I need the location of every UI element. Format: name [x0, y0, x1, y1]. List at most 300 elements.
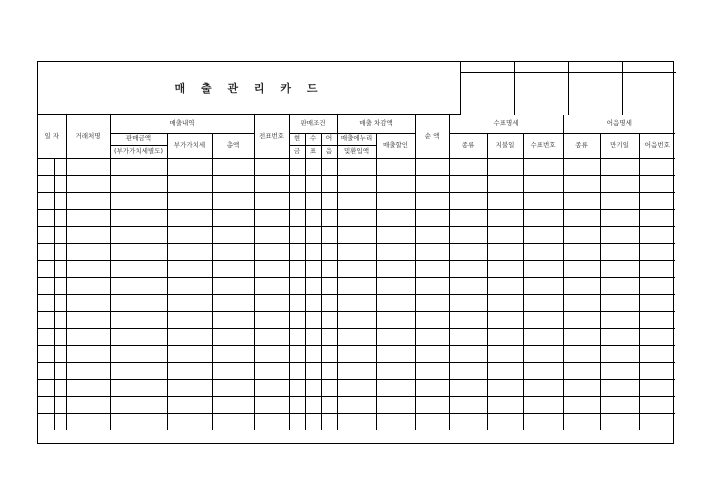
table-cell[interactable] — [305, 209, 321, 226]
table-cell[interactable] — [167, 396, 212, 413]
table-cell[interactable] — [54, 226, 66, 243]
table-cell[interactable] — [254, 379, 289, 396]
table-cell[interactable] — [321, 294, 337, 311]
table-cell[interactable] — [212, 192, 254, 209]
table-cell[interactable] — [449, 175, 487, 192]
table-cell[interactable] — [321, 379, 337, 396]
table-cell[interactable] — [415, 413, 449, 430]
table-cell[interactable] — [54, 192, 66, 209]
table-cell[interactable] — [376, 209, 415, 226]
table-cell[interactable] — [289, 158, 305, 175]
table-cell[interactable] — [305, 175, 321, 192]
table-cell[interactable] — [110, 311, 167, 328]
table-cell[interactable] — [38, 192, 54, 209]
table-cell[interactable] — [305, 345, 321, 362]
table-cell[interactable] — [639, 362, 675, 379]
table-cell[interactable] — [254, 413, 289, 430]
table-cell[interactable] — [321, 226, 337, 243]
table-cell[interactable] — [337, 243, 376, 260]
table-cell[interactable] — [523, 175, 563, 192]
table-cell[interactable] — [523, 379, 563, 396]
table-cell[interactable] — [600, 362, 639, 379]
table-cell[interactable] — [110, 294, 167, 311]
table-cell[interactable] — [167, 345, 212, 362]
table-cell[interactable] — [305, 311, 321, 328]
table-cell[interactable] — [212, 158, 254, 175]
table-cell[interactable] — [337, 209, 376, 226]
table-cell[interactable] — [337, 345, 376, 362]
table-cell[interactable] — [66, 413, 110, 430]
table-cell[interactable] — [321, 209, 337, 226]
table-cell[interactable] — [415, 294, 449, 311]
table-cell[interactable] — [600, 345, 639, 362]
table-cell[interactable] — [563, 413, 600, 430]
table-cell[interactable] — [639, 328, 675, 345]
table-cell[interactable] — [66, 226, 110, 243]
table-cell[interactable] — [305, 226, 321, 243]
table-cell[interactable] — [212, 209, 254, 226]
table-cell[interactable] — [376, 260, 415, 277]
table-cell[interactable] — [66, 158, 110, 175]
table-cell[interactable] — [449, 413, 487, 430]
table-cell[interactable] — [600, 277, 639, 294]
table-cell[interactable] — [449, 209, 487, 226]
table-cell[interactable] — [289, 260, 305, 277]
table-cell[interactable] — [415, 379, 449, 396]
table-cell[interactable] — [254, 226, 289, 243]
table-cell[interactable] — [449, 328, 487, 345]
table-cell[interactable] — [66, 362, 110, 379]
table-cell[interactable] — [415, 260, 449, 277]
table-cell[interactable] — [110, 192, 167, 209]
table-cell[interactable] — [449, 311, 487, 328]
table-cell[interactable] — [523, 413, 563, 430]
table-cell[interactable] — [321, 311, 337, 328]
table-cell[interactable] — [563, 192, 600, 209]
table-cell[interactable] — [487, 158, 523, 175]
table-cell[interactable] — [321, 328, 337, 345]
table-cell[interactable] — [38, 226, 54, 243]
table-cell[interactable] — [376, 294, 415, 311]
table-cell[interactable] — [212, 379, 254, 396]
table-cell[interactable] — [38, 175, 54, 192]
table-cell[interactable] — [563, 158, 600, 175]
table-cell[interactable] — [289, 277, 305, 294]
table-cell[interactable] — [254, 362, 289, 379]
table-cell[interactable] — [600, 192, 639, 209]
table-cell[interactable] — [563, 396, 600, 413]
table-cell[interactable] — [337, 226, 376, 243]
table-cell[interactable] — [563, 209, 600, 226]
table-cell[interactable] — [600, 226, 639, 243]
table-cell[interactable] — [38, 396, 54, 413]
table-cell[interactable] — [212, 345, 254, 362]
table-cell[interactable] — [305, 294, 321, 311]
table-cell[interactable] — [487, 362, 523, 379]
table-cell[interactable] — [449, 294, 487, 311]
table-cell[interactable] — [167, 379, 212, 396]
table-cell[interactable] — [563, 362, 600, 379]
table-cell[interactable] — [523, 192, 563, 209]
approval-box-2[interactable] — [515, 72, 569, 115]
table-cell[interactable] — [110, 396, 167, 413]
table-cell[interactable] — [415, 277, 449, 294]
table-cell[interactable] — [254, 192, 289, 209]
table-cell[interactable] — [167, 362, 212, 379]
table-cell[interactable] — [523, 226, 563, 243]
table-cell[interactable] — [54, 175, 66, 192]
table-cell[interactable] — [66, 396, 110, 413]
table-cell[interactable] — [376, 226, 415, 243]
table-cell[interactable] — [487, 345, 523, 362]
table-cell[interactable] — [376, 175, 415, 192]
table-cell[interactable] — [639, 209, 675, 226]
table-cell[interactable] — [254, 328, 289, 345]
table-cell[interactable] — [600, 311, 639, 328]
table-cell[interactable] — [337, 413, 376, 430]
table-cell[interactable] — [639, 260, 675, 277]
table-cell[interactable] — [38, 277, 54, 294]
table-cell[interactable] — [167, 209, 212, 226]
table-cell[interactable] — [289, 379, 305, 396]
table-cell[interactable] — [110, 362, 167, 379]
table-cell[interactable] — [289, 345, 305, 362]
table-cell[interactable] — [523, 311, 563, 328]
table-cell[interactable] — [167, 277, 212, 294]
table-cell[interactable] — [38, 260, 54, 277]
table-cell[interactable] — [66, 260, 110, 277]
table-cell[interactable] — [337, 175, 376, 192]
table-cell[interactable] — [38, 209, 54, 226]
table-cell[interactable] — [563, 175, 600, 192]
table-cell[interactable] — [321, 277, 337, 294]
table-cell[interactable] — [254, 294, 289, 311]
table-cell[interactable] — [376, 192, 415, 209]
table-cell[interactable] — [415, 209, 449, 226]
table-cell[interactable] — [66, 243, 110, 260]
table-cell[interactable] — [563, 294, 600, 311]
table-cell[interactable] — [449, 260, 487, 277]
table-cell[interactable] — [167, 243, 212, 260]
table-cell[interactable] — [415, 158, 449, 175]
table-cell[interactable] — [337, 294, 376, 311]
table-cell[interactable] — [337, 396, 376, 413]
table-cell[interactable] — [487, 379, 523, 396]
table-cell[interactable] — [321, 362, 337, 379]
table-cell[interactable] — [415, 243, 449, 260]
table-cell[interactable] — [337, 328, 376, 345]
table-cell[interactable] — [254, 158, 289, 175]
table-cell[interactable] — [66, 192, 110, 209]
table-cell[interactable] — [337, 260, 376, 277]
table-cell[interactable] — [376, 243, 415, 260]
table-cell[interactable] — [600, 413, 639, 430]
table-cell[interactable] — [167, 192, 212, 209]
table-cell[interactable] — [212, 243, 254, 260]
table-cell[interactable] — [321, 345, 337, 362]
table-cell[interactable] — [167, 226, 212, 243]
table-cell[interactable] — [639, 243, 675, 260]
table-cell[interactable] — [449, 396, 487, 413]
table-cell[interactable] — [289, 209, 305, 226]
table-cell[interactable] — [289, 396, 305, 413]
table-cell[interactable] — [110, 345, 167, 362]
table-cell[interactable] — [487, 311, 523, 328]
table-cell[interactable] — [66, 379, 110, 396]
table-cell[interactable] — [212, 175, 254, 192]
table-cell[interactable] — [337, 311, 376, 328]
table-cell[interactable] — [639, 158, 675, 175]
table-cell[interactable] — [639, 226, 675, 243]
table-cell[interactable] — [321, 243, 337, 260]
table-cell[interactable] — [254, 209, 289, 226]
approval-box-1[interactable] — [461, 72, 515, 115]
table-cell[interactable] — [376, 311, 415, 328]
table-cell[interactable] — [110, 328, 167, 345]
table-cell[interactable] — [449, 362, 487, 379]
table-cell[interactable] — [321, 175, 337, 192]
table-cell[interactable] — [167, 260, 212, 277]
table-cell[interactable] — [110, 379, 167, 396]
table-cell[interactable] — [305, 379, 321, 396]
table-cell[interactable] — [337, 379, 376, 396]
table-cell[interactable] — [254, 277, 289, 294]
table-cell[interactable] — [523, 362, 563, 379]
table-cell[interactable] — [66, 294, 110, 311]
table-cell[interactable] — [415, 175, 449, 192]
table-cell[interactable] — [38, 294, 54, 311]
table-cell[interactable] — [54, 396, 66, 413]
table-cell[interactable] — [110, 226, 167, 243]
table-cell[interactable] — [321, 192, 337, 209]
table-cell[interactable] — [54, 209, 66, 226]
table-cell[interactable] — [487, 243, 523, 260]
table-cell[interactable] — [289, 328, 305, 345]
table-cell[interactable] — [38, 243, 54, 260]
table-cell[interactable] — [54, 328, 66, 345]
table-cell[interactable] — [289, 294, 305, 311]
table-cell[interactable] — [523, 277, 563, 294]
table-cell[interactable] — [305, 328, 321, 345]
table-cell[interactable] — [376, 379, 415, 396]
table-cell[interactable] — [415, 226, 449, 243]
table-cell[interactable] — [38, 311, 54, 328]
table-cell[interactable] — [289, 243, 305, 260]
approval-box-4[interactable] — [623, 72, 676, 115]
table-cell[interactable] — [54, 379, 66, 396]
table-cell[interactable] — [38, 345, 54, 362]
table-cell[interactable] — [523, 158, 563, 175]
table-cell[interactable] — [54, 413, 66, 430]
table-cell[interactable] — [305, 362, 321, 379]
table-cell[interactable] — [110, 277, 167, 294]
table-cell[interactable] — [305, 277, 321, 294]
table-cell[interactable] — [415, 328, 449, 345]
table-cell[interactable] — [639, 294, 675, 311]
table-cell[interactable] — [376, 158, 415, 175]
table-cell[interactable] — [54, 158, 66, 175]
table-cell[interactable] — [38, 158, 54, 175]
table-cell[interactable] — [212, 226, 254, 243]
table-cell[interactable] — [212, 396, 254, 413]
table-cell[interactable] — [639, 379, 675, 396]
table-cell[interactable] — [337, 192, 376, 209]
table-cell[interactable] — [254, 175, 289, 192]
table-cell[interactable] — [254, 243, 289, 260]
table-cell[interactable] — [600, 158, 639, 175]
table-cell[interactable] — [38, 413, 54, 430]
table-cell[interactable] — [337, 277, 376, 294]
table-cell[interactable] — [376, 396, 415, 413]
table-cell[interactable] — [449, 158, 487, 175]
table-cell[interactable] — [110, 209, 167, 226]
table-cell[interactable] — [54, 294, 66, 311]
approval-box-3[interactable] — [569, 72, 623, 115]
table-cell[interactable] — [289, 226, 305, 243]
table-cell[interactable] — [254, 260, 289, 277]
table-cell[interactable] — [415, 345, 449, 362]
table-cell[interactable] — [639, 345, 675, 362]
table-cell[interactable] — [487, 413, 523, 430]
table-cell[interactable] — [563, 328, 600, 345]
table-cell[interactable] — [449, 379, 487, 396]
table-cell[interactable] — [600, 396, 639, 413]
table-cell[interactable] — [54, 277, 66, 294]
table-cell[interactable] — [449, 226, 487, 243]
table-cell[interactable] — [212, 277, 254, 294]
table-cell[interactable] — [110, 413, 167, 430]
table-cell[interactable] — [523, 328, 563, 345]
table-cell[interactable] — [54, 311, 66, 328]
table-cell[interactable] — [305, 260, 321, 277]
table-cell[interactable] — [110, 243, 167, 260]
table-cell[interactable] — [415, 396, 449, 413]
table-cell[interactable] — [305, 158, 321, 175]
table-cell[interactable] — [167, 175, 212, 192]
table-cell[interactable] — [600, 175, 639, 192]
table-cell[interactable] — [487, 260, 523, 277]
table-cell[interactable] — [110, 260, 167, 277]
table-cell[interactable] — [254, 396, 289, 413]
table-cell[interactable] — [212, 260, 254, 277]
table-cell[interactable] — [639, 192, 675, 209]
table-cell[interactable] — [110, 175, 167, 192]
table-cell[interactable] — [305, 396, 321, 413]
table-cell[interactable] — [212, 294, 254, 311]
table-cell[interactable] — [321, 260, 337, 277]
table-cell[interactable] — [449, 243, 487, 260]
table-cell[interactable] — [289, 362, 305, 379]
table-cell[interactable] — [563, 260, 600, 277]
table-cell[interactable] — [66, 328, 110, 345]
table-cell[interactable] — [563, 345, 600, 362]
table-cell[interactable] — [212, 328, 254, 345]
table-cell[interactable] — [523, 260, 563, 277]
table-cell[interactable] — [639, 277, 675, 294]
table-cell[interactable] — [600, 260, 639, 277]
table-cell[interactable] — [305, 413, 321, 430]
table-cell[interactable] — [66, 345, 110, 362]
table-cell[interactable] — [66, 311, 110, 328]
table-cell[interactable] — [376, 362, 415, 379]
table-cell[interactable] — [376, 328, 415, 345]
table-cell[interactable] — [523, 345, 563, 362]
table-cell[interactable] — [376, 413, 415, 430]
table-cell[interactable] — [167, 328, 212, 345]
table-cell[interactable] — [600, 294, 639, 311]
table-cell[interactable] — [66, 209, 110, 226]
table-cell[interactable] — [639, 413, 675, 430]
table-cell[interactable] — [289, 413, 305, 430]
table-cell[interactable] — [639, 311, 675, 328]
table-cell[interactable] — [487, 277, 523, 294]
table-cell[interactable] — [167, 413, 212, 430]
table-cell[interactable] — [54, 362, 66, 379]
table-cell[interactable] — [66, 277, 110, 294]
table-cell[interactable] — [563, 243, 600, 260]
table-cell[interactable] — [563, 379, 600, 396]
table-cell[interactable] — [321, 413, 337, 430]
table-cell[interactable] — [212, 311, 254, 328]
table-cell[interactable] — [415, 362, 449, 379]
table-cell[interactable] — [212, 362, 254, 379]
table-cell[interactable] — [449, 345, 487, 362]
table-cell[interactable] — [212, 413, 254, 430]
table-cell[interactable] — [289, 175, 305, 192]
table-cell[interactable] — [487, 192, 523, 209]
table-cell[interactable] — [487, 226, 523, 243]
table-cell[interactable] — [376, 277, 415, 294]
table-cell[interactable] — [600, 379, 639, 396]
table-cell[interactable] — [563, 226, 600, 243]
table-cell[interactable] — [487, 396, 523, 413]
table-cell[interactable] — [54, 243, 66, 260]
table-cell[interactable] — [289, 192, 305, 209]
table-cell[interactable] — [167, 294, 212, 311]
table-cell[interactable] — [305, 192, 321, 209]
table-cell[interactable] — [487, 175, 523, 192]
table-cell[interactable] — [110, 158, 167, 175]
table-cell[interactable] — [305, 243, 321, 260]
table-cell[interactable] — [449, 192, 487, 209]
table-cell[interactable] — [254, 311, 289, 328]
table-cell[interactable] — [523, 396, 563, 413]
table-cell[interactable] — [38, 362, 54, 379]
table-cell[interactable] — [167, 158, 212, 175]
table-cell[interactable] — [321, 158, 337, 175]
table-cell[interactable] — [563, 277, 600, 294]
table-cell[interactable] — [376, 345, 415, 362]
table-cell[interactable] — [54, 345, 66, 362]
table-cell[interactable] — [167, 311, 212, 328]
table-cell[interactable] — [66, 175, 110, 192]
table-cell[interactable] — [54, 260, 66, 277]
table-cell[interactable] — [600, 328, 639, 345]
table-cell[interactable] — [415, 311, 449, 328]
table-cell[interactable] — [600, 209, 639, 226]
table-cell[interactable] — [523, 243, 563, 260]
table-cell[interactable] — [523, 209, 563, 226]
table-cell[interactable] — [563, 311, 600, 328]
table-cell[interactable] — [254, 345, 289, 362]
table-cell[interactable] — [487, 294, 523, 311]
table-cell[interactable] — [289, 311, 305, 328]
table-cell[interactable] — [639, 175, 675, 192]
table-cell[interactable] — [415, 192, 449, 209]
table-cell[interactable] — [38, 379, 54, 396]
table-cell[interactable] — [639, 396, 675, 413]
table-cell[interactable] — [449, 277, 487, 294]
